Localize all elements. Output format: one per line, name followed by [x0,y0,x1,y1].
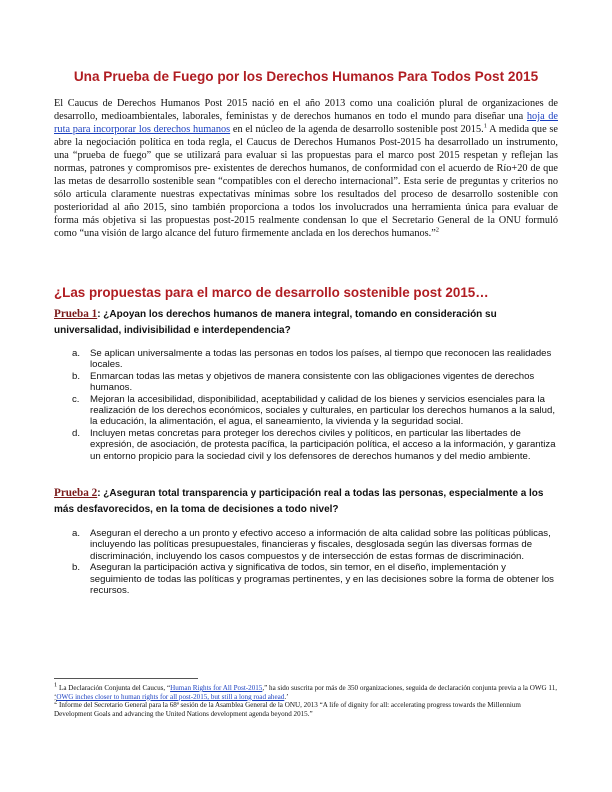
test-2-criteria-list [54,528,558,596]
footnote-1-number: 1 [54,681,58,689]
test-2-heading [54,486,558,517]
intro-paragraph [54,97,558,241]
list-item-text: Enmarcan todas las metas y objetivos de manera consistente con las obligaciones vigentes de derechos humanos. [90,370,535,394]
test-1-label: Prueba 1 [54,308,98,320]
list-marker: c. [72,393,80,405]
list-marker: a. [72,348,81,359]
footnote-1-text-post: .’ [284,692,289,701]
caucus-declaration-link[interactable]: Human Rights for All Post-2015 [170,684,263,692]
test-1-question: : ¿Apoyan los derechos humanos de manera integral, tomando en consideración su universalidad, indivisibilidad e interdependencia? [54,309,497,336]
footnote-1 [54,681,558,701]
page-title: Una Prueba de Fuego por los Derechos Humanos Para Todos Post 2015 [73,69,539,84]
list-marker: b. [72,562,81,574]
list-marker: b. [72,370,81,382]
footnote-2-number: 2 [54,698,58,706]
footnote-2 [54,698,558,718]
footnote-1-text-mid: ,” ha sido suscrita por más de 350 organizaciones, seguida de declaración conjunta previa a la OWG 11, ‘ [54,684,558,701]
test-2-label: Prueba 2 [54,487,98,499]
list-item [54,348,558,371]
list-item [54,562,558,596]
roadmap-link[interactable]: hoja de ruta para incorporar los derechos humanos [54,111,558,136]
test-1-heading [54,307,558,338]
intro-text-3: A medida que se abre la negociación política en toda regla, el Caucus de Derechos Humanos Post-2015 ha desarrollado un instrumento, una “prueba de fuego” que se utilizará para evaluar si las propuestas para el marco post 2015 respetan y reflejan las normas, patrones y compromisos pre- existentes de derechos humanos, de conformidad con el acuerdo de Río+20 de que las metas de desarrollo sostenible sean “compatibles con el derecho internacional”. Esta serie de preguntas y criterios no sólo articula claramente nuestras expectativas mínimas sobre los resultados del proceso de desarrollo sostenible con posterioridad al año 2015, sino también proporciona a todos los involucrados una herramienta única para evaluar de forma más objetiva si las propuestas post-2015 realmente condensan lo que el Secretario General de la ONU formuló como “una visión de largo alcance del futuro firmemente anclada en los derechos humanos.” [54,124,558,240]
footnote-ref-2[interactable]: 2 [435,227,440,235]
footnote-ref-1[interactable]: 1 [483,122,487,130]
list-item [54,371,558,394]
list-item-text: Mejoran la accesibilidad, disponibilidad, aceptabilidad y calidad de los bienes y servicios esenciales para la realización de los derechos económicos, sociales y culturales, en particular los derechos humanos a la salud, la educación, la alimentación, el agua, el saneamiento, la vivienda y la seguridad social. [90,393,556,428]
list-item-text: Incluyen metas concretas para proteger los derechos civiles y políticos, en particular las libertades de expresión, de asociación, de protesta pacífica, la participación política, el acceso a la información, y garantiza un entorno propicio para la sociedad civil y los defensores de derechos humanos y del medio ambiente. [90,427,556,462]
intro-text-1: El Caucus de Derechos Humanos Post 2015 nació en el año 2013 como una coalición plural de organizaciones de desarrollo, medioambientales, laborales, feministas y de derechos humanos en todo el mundo para diseñar una [54,98,558,123]
owg-statement-link[interactable]: OWG inches closer to human rights for all post-2015, but still a long road ahead [56,692,285,701]
list-item-text: Aseguran la participación activa y significativa de todos, sin temor, en el diseño, implementación y seguimiento de todas las políticas y programas pertinentes, y en las decisiones sobre la forma de obtener los recursos. [90,562,554,597]
list-item [54,528,558,562]
footnote-1-text-pre: La Declaración Conjunta del Caucus, “ [57,684,171,692]
list-item [54,394,558,428]
list-item [54,428,558,462]
intro-text-2: en el núcleo de la agenda de desarrollo sostenible post 2015. [230,124,484,136]
list-item-text: Se aplican universalmente a todas las personas en todos los países, al tiempo que reconocen las realidades locales. [90,348,552,371]
footnote-2-text: Informe del Secretario General para la 68ª sesión de la Asamblea General de la ONU, 2013 “A life of dignity for all: accelerating progress towards the Millennium Development Goals and advancing the United Nations development agenda beyond 2015.” [54,701,521,718]
footnote-divider [54,678,198,679]
test-2-question: : ¿Aseguran total transparencia y participación real a todas las personas, especialmente a los más desfavorecidos, en la toma de decisiones a todo nivel? [54,488,544,515]
section-heading: ¿Las propuestas para el marco de desarrollo sostenible post 2015… [54,285,489,300]
test-1-criteria-list [54,348,558,462]
list-marker: a. [72,528,81,539]
list-item-text: Aseguran el derecho a un pronto y efectivo acceso a información de alta calidad sobre las políticas públicas, incluyendo las políticas presupuestales, financieras y fiscales, desglosada según las diversas formas de discriminación, incluyendo los casos compuestos y de intersección de estas formas de discriminación. [90,528,551,562]
list-marker: d. [72,427,81,439]
